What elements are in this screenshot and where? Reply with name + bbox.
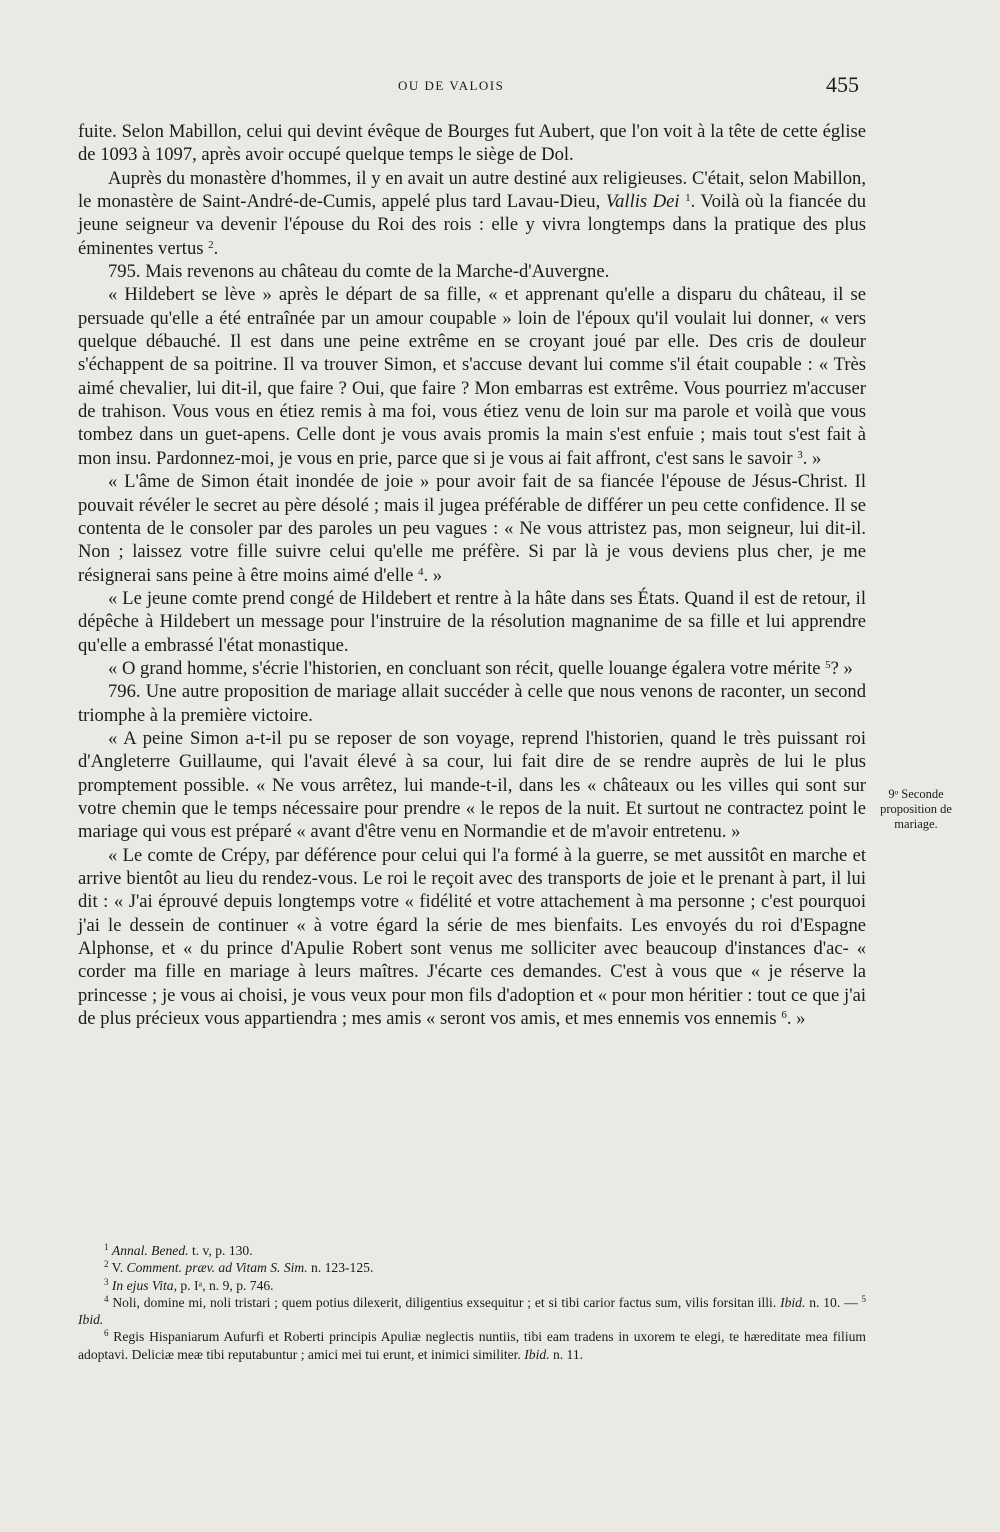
text-run: . » <box>423 564 443 586</box>
text-run: ? » <box>830 657 853 679</box>
footnotes <box>78 1242 866 1363</box>
text-run: Regis Hispaniarum Aufurfi et Roberti principis Apuliæ neglectis nuntiis, tibi eam tradens in uxorem te elegi, te hæreditate mea filium adoptavi. Deliciæ meæ tibi reputabuntur ; amici mei tui erunt, et inimici similiter. <box>78 1329 866 1362</box>
italic-text: Ibid. <box>524 1346 550 1362</box>
italic-text: Vallis Dei <box>605 191 680 213</box>
footnote <box>78 1242 866 1259</box>
footnote-ref: 6 <box>104 1328 109 1339</box>
text-run: « Le comte de Crépy, par déférence pour celui qui l'a formé à la guerre, se met aussitôt en marche et arrive bientôt au lieu du rendez-vous. Le roi le reçoit avec des transports de joie et le prenant à part, il lui dit : « J'ai éprouvé depuis longtemps votre « fidélité et votre attachement à ma personne ; c'est pourquoi j'ai le dessein de continuer « à votre égard la série de mes bienfaits. Les envoyés du roi d'Espagne Alphonse, et « du prince d'Apulie Robert sont venus me solliciter avec beaucoup d'instances d'ac- « corder ma fille en mariage à leurs maîtres. J'écarte ces demandes. C'est à vous que « je réserve la princesse ; je vous ai choisi, je vous veux pour mon fils d'adoption et « pour mon héritier : tout ce que j'ai de plus précieux vous appartiendra ; mes amis « seront vos amis, et mes ennemis vos ennemis <box>78 844 866 1030</box>
text-run: p. Iᵃ, n. 9, p. 746. <box>176 1277 274 1293</box>
paragraph <box>78 120 866 167</box>
paragraph <box>78 283 866 470</box>
text-run: . <box>213 237 219 259</box>
paragraph <box>78 727 866 844</box>
text-run: « Le jeune comte prend congé de Hildebert et rentre à la hâte dans ses États. Quand il est de retour, il dépêche à Hildebert un message pour l'instruire de la résolution magnanime de sa fille et lui apprendre qu'elle a embrassé l'état monastique. <box>78 587 866 656</box>
text-run: t. v, p. 130. <box>188 1243 253 1258</box>
text-run: n. 123-125. <box>307 1260 374 1276</box>
paragraph <box>78 680 866 727</box>
paragraph <box>78 844 866 1031</box>
main-text <box>78 120 866 1030</box>
text-run: . » <box>786 1008 806 1030</box>
paragraph <box>78 470 866 587</box>
text-run: « A peine Simon a-t-il pu se reposer de son voyage, reprend l'historien, quand le très puissant roi d'Angleterre Guillaume, qui l'avait élevé à sa cour, lui fait dire de se rendre auprès de lui le plus promptement possible. « Ne vous arrêtez, lui mande-t-il, dans les « châteaux ou les villes qui sont sur votre chemin que le temps nécessaire pour prendre « le repos de la nuit. Et surtout ne contractez point le mariage qui vous est préparé « avant d'être venu en Normandie et de m'avoir entretenu. » <box>78 727 866 843</box>
italic-text: Ibid. <box>78 1312 104 1328</box>
page-header <box>0 72 1000 102</box>
paragraph <box>78 167 866 260</box>
footnote-ref: 4 <box>417 565 424 578</box>
text-run: « O grand homme, s'écrie l'historien, en concluant son récit, quelle louange égalera votre mérite <box>108 657 826 679</box>
margin-note: 9ᵒ Seconde proposition de mariage. <box>880 787 952 831</box>
text-run: fuite. Selon Mabillon, celui qui devint évêque de Bourges fut Aubert, que l'on voit à la tête de cette église de 1093 à 1097, après avoir occupé quelque temps le siège de Dol. <box>78 121 866 166</box>
text-run: . » <box>802 447 822 469</box>
footnote-ref: 2 <box>208 238 214 251</box>
paragraph <box>78 260 866 283</box>
text-run: Noli, domine mi, noli tristari ; quem potius dilexerit, diligentius exsequitur ; et si tibi carior factus sum, vilis forsitan illi. <box>108 1294 781 1310</box>
footnote-ref: 1 <box>104 1242 109 1252</box>
text-run: n. 10. — <box>805 1294 862 1310</box>
running-title: OU DE VALOIS <box>398 78 505 93</box>
text-run: n. 11. <box>549 1346 584 1362</box>
footnote <box>78 1294 866 1329</box>
footnote-ref: 1 <box>685 192 691 205</box>
footnote-ref: 3 <box>797 448 803 461</box>
italic-text: Ibid. <box>780 1294 806 1310</box>
italic-text: Comment. præv. ad Vitam S. Sim. <box>126 1260 308 1276</box>
footnote-ref: 3 <box>104 1276 109 1287</box>
text-run: 796. Une autre proposition de mariage allait succéder à celle que nous venons de raconter, un second triomphe à la première victoire. <box>78 681 866 726</box>
page-number: 455 <box>826 72 859 97</box>
italic-text: Annal. Bened. <box>111 1243 189 1258</box>
text-run: V. <box>108 1260 127 1276</box>
footnote <box>78 1328 866 1363</box>
footnote-ref: 5 <box>861 1293 866 1304</box>
italic-text: In ejus Vita, <box>111 1277 177 1293</box>
footnote-ref: 6 <box>781 1009 787 1022</box>
footnote-ref: 2 <box>104 1259 109 1270</box>
footnote <box>78 1277 866 1294</box>
text-run: 795. Mais revenons au château du comte de la Marche-d'Auvergne. <box>108 261 610 283</box>
paragraph <box>78 657 866 680</box>
text-run: « Hildebert se lève » après le départ de sa fille, « et apprenant qu'elle a disparu du château, il se persuade qu'elle a été entraînée par un amour coupable » loin de l'époux qu'il voulait lui donner, « vers quelque débauché. Il est dans une peine extrême en se croyant joué par elle. Des cris de douleur s'échappent de sa poitrine. Il va trouver Simon, et s'accuse devant lui comme s'il était coupable : « Très aimé chevalier, lui dit-il, que faire ? Oui, que faire ? Mon embarras est extrême. Vous pourriez m'accuser de trahison. Vous vous en étiez remis à ma foi, vous étiez venu de loin sur ma parole et voilà que vous tombez dans un guet-apens. Celle dont je vous avais promis la main s'est enfuie ; mais tout s'est fait à mon insu. Pardonnez-moi, je vous en prie, parce que si je vous ai fait affront, c'est sans le savoir <box>78 284 866 469</box>
text-run: « L'âme de Simon était inondée de joie » pour avoir fait de sa fiancée l'épouse de Jésus-Christ. Il pouvait révéler le secret au père désolé ; mais il jugea préférable de différer un peu cette confidence. Il se contenta de le consoler par des paroles un peu vagues : « Ne vous attristez pas, mon seigneur, lui dit-il. Non ; laissez votre fille suivre celui qu'elle me préfère. Si par là je vous deviens plus cher, je me résignerai sans peine à être moins aimé d'elle <box>78 471 866 586</box>
footnote-ref: 4 <box>104 1293 109 1304</box>
text-run: Auprès du monastère d'hommes, il y en avait un autre destiné aux religieuses. C'était, selon Mabillon, le monastère de Saint-André-de-Cumis, appelé plus tard Lavau-Dieu, <box>78 167 866 213</box>
text-run: . Voilà où la fiancée du jeune seigneur va devenir l'épouse du Roi des rois : elle y vivra longtemps dans la pratique des plus éminentes vertus <box>78 191 866 259</box>
paragraph <box>78 587 866 657</box>
footnote <box>78 1259 866 1276</box>
footnote-ref: 5 <box>825 658 831 671</box>
